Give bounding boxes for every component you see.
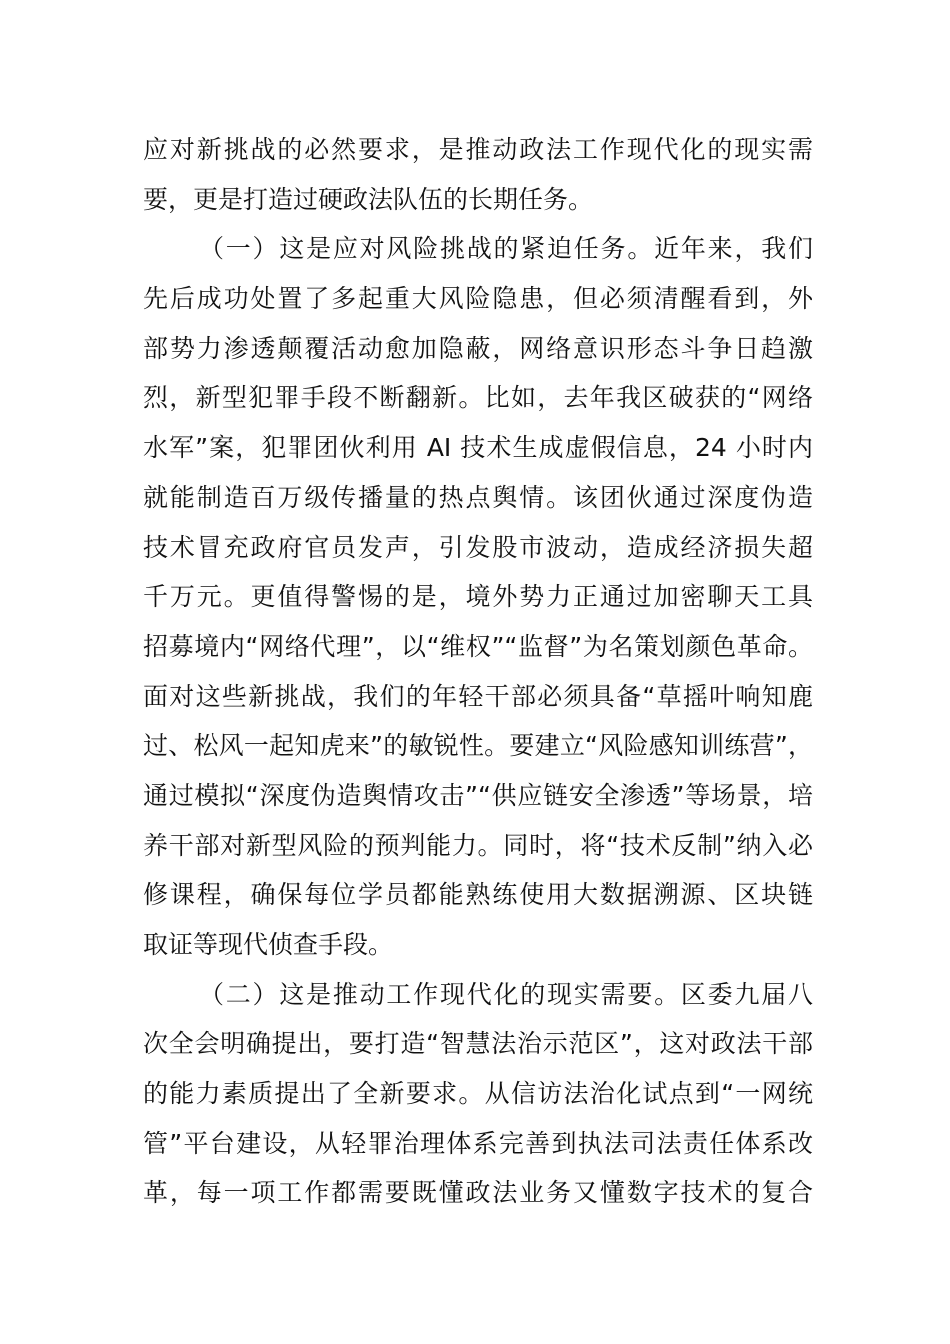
text-line: 面对这些新挑战，我们的年轻干部必须具备“草摇叶响知鹿 [143,681,813,711]
text-line: 水军”案，犯罪团伙利用 AI 技术生成虚假信息，24 小时内 [143,433,813,463]
paragraph-section-1 [143,224,813,969]
text-line: 次全会明确提出，要打造“智慧法治示范区”，这对政法干部 [143,1029,813,1059]
text-line: 招募境内“网络代理”，以“维权”“监督”为名策划颜色革命。 [143,631,813,661]
text-line: 革，每一项工作都需要既懂政法业务又懂数字技术的复合 [143,1178,813,1208]
paragraph-section-2 [143,970,813,1218]
text-line: 千万元。更值得警惕的是，境外势力正通过加密聊天工具 [143,582,813,612]
section-heading-line: （一）这是应对风险挑战的紧迫任务。近年来，我们 [199,234,813,264]
text-line: 养干部对新型风险的预判能力。同时，将“技术反制”纳入必 [143,830,813,860]
text-line: 就能制造百万级传播量的热点舆情。该团伙通过深度伪造 [143,482,813,512]
text-line: 修课程，确保每位学员都能熟练使用大数据溯源、区块链 [143,880,813,910]
paragraph-intro [143,125,813,224]
text-line: 部势力渗透颠覆活动愈加隐蔽，网络意识形态斗争日趋激 [143,333,813,363]
text-line: 先后成功处置了多起重大风险隐患，但必须清醒看到，外 [143,284,813,314]
text-line: 取证等现代侦查手段。 [143,930,394,959]
body-text [143,125,813,1218]
text-line: 要，更是打造过硬政法队伍的长期任务。 [143,184,594,214]
text-line: 通过模拟“深度伪造舆情攻击”“供应链安全渗透”等场景，培 [143,780,813,810]
text-line: 烈，新型犯罪手段不断翻新。比如，去年我区破获的“网络 [143,383,813,413]
text-line: 技术冒充政府官员发声，引发股市波动，造成经济损失超 [143,532,813,562]
text-line: 应对新挑战的必然要求，是推动政法工作现代化的现实需 [143,135,813,164]
text-line: 的能力素质提出了全新要求。从信访法治化试点到“一网统 [143,1079,813,1109]
text-line: 管”平台建设，从轻罪治理体系完善到执法司法责任体系改 [143,1128,813,1158]
text-line: 过、松风一起知虎来”的敏锐性。要建立“风险感知训练营”， [143,731,813,761]
section-heading-line: （二）这是推动工作现代化的现实需要。区委九届八 [199,979,813,1009]
